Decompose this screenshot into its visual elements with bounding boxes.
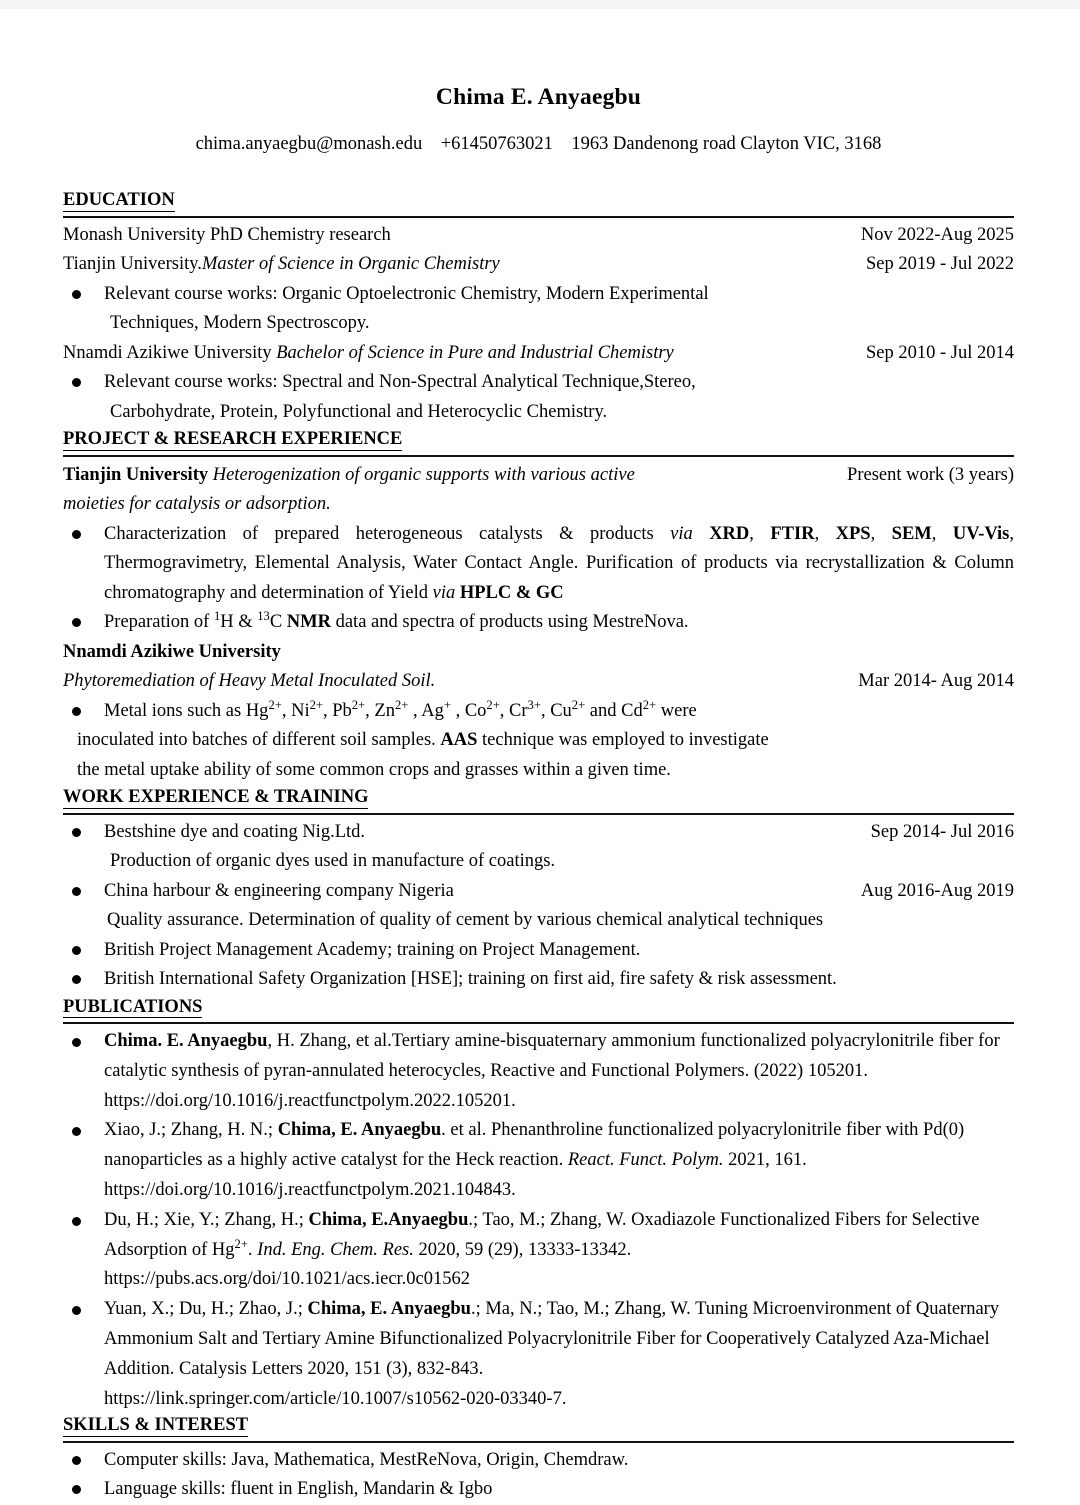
publication-author: Chima. E. Anyaegbu xyxy=(104,1031,268,1051)
project-entry-header xyxy=(63,667,1014,697)
via-italic: via xyxy=(670,523,693,544)
bullet-icon xyxy=(72,1306,81,1315)
list-item xyxy=(63,1027,1014,1116)
list-item-line: Relevant course works: Spectral and Non-Spectral Analytical Technique,Stereo, xyxy=(104,372,696,392)
ion-symbol: Ni xyxy=(291,700,310,721)
technique-hplc-gc: HPLC & GC xyxy=(455,582,564,603)
contact-line: chima.anyaegbu@monash.edu +61450763021 1963 Dandenong road Clayton VIC, 3168 xyxy=(195,134,882,154)
list-item xyxy=(63,1446,1014,1476)
project-dates: Mar 2014- Aug 2014 xyxy=(858,671,1014,691)
section-title-education: EDUCATION xyxy=(63,190,175,210)
publication-pre: Yuan, X.; Du, H.; Zhao, J.; xyxy=(104,1299,308,1320)
ion-charge: 2+ xyxy=(394,697,409,712)
soil-line2-pre: inoculated into batches of different soil samples. xyxy=(77,730,441,750)
ion-symbol: Hg xyxy=(245,700,269,721)
nmr-sup-13c: 13 xyxy=(257,608,270,623)
ion-separator: , xyxy=(540,700,551,721)
sep: , xyxy=(931,523,953,544)
soil-line2-post: technique was employed to investigate xyxy=(477,730,769,750)
education-institution: Nnamdi Azikiwe University xyxy=(63,342,277,363)
ion-symbol: Cu xyxy=(550,700,572,721)
ion-separator: , xyxy=(499,700,510,721)
work-label: Bestshine dye and coating Nig.Ltd. xyxy=(104,821,366,842)
list-item xyxy=(63,877,1014,907)
section-heading-work xyxy=(63,788,1014,811)
bullet-icon xyxy=(72,378,81,387)
list-item xyxy=(63,1206,1014,1295)
via-italic-2: via xyxy=(432,582,456,603)
education-entry-text xyxy=(63,250,518,280)
ion-symbol: Cd xyxy=(621,700,643,721)
publication-author: Chima, E.Anyaegbu xyxy=(308,1209,469,1230)
publication-sup-charge: 2+ xyxy=(234,1236,248,1251)
ion-symbol: Cr xyxy=(509,700,528,721)
list-item-line: Carbohydrate, Protein, Polyfunctional and Heterocyclic Chemistry. xyxy=(110,401,608,422)
ion-separator: , xyxy=(450,700,465,721)
work-label: British Project Management Academy; training on Project Management. xyxy=(104,939,641,960)
list-item xyxy=(63,1116,1014,1205)
education-dates: Sep 2010 - Jul 2014 xyxy=(866,342,1014,363)
education-institution: Tianjin University. xyxy=(63,254,202,274)
section-title-skills: SKILLS & INTEREST xyxy=(63,1415,249,1436)
work-row xyxy=(104,877,1014,907)
work-label: China harbour & engineering company Nigeria xyxy=(104,880,454,901)
nmr-mid2: C xyxy=(269,612,287,632)
bullet-icon xyxy=(72,1127,81,1136)
technique-xps: XPS xyxy=(835,523,871,544)
project-title-continuation xyxy=(63,490,1014,520)
publication-pre: Du, H.; Xie, Y.; Zhang, H.; xyxy=(104,1209,309,1230)
bullet-text-seg2: , Thermogravimetry, Elemental Analysis, Water Contact Angle. Purification of products via recrystallization & Column chromatography and determination of Yield xyxy=(104,523,1014,603)
list-item-line: Relevant course works: Organic Optoelectronic Chemistry, Modern Experimental xyxy=(104,283,709,304)
resume-content xyxy=(63,0,1014,1505)
bullet-icon xyxy=(72,290,81,299)
publication-doi[interactable]: https://doi.org/10.1016/j.reactfunctpolym.2022.105201. xyxy=(104,1090,516,1111)
list-item-line: Techniques, Modern Spectroscopy. xyxy=(110,313,370,333)
list-item xyxy=(63,965,1014,995)
bullet-icon xyxy=(72,1456,81,1465)
technique-xrd: XRD xyxy=(692,523,750,544)
project-title-line2: moieties for catalysis or adsorption. xyxy=(63,494,331,514)
ion-separator: , xyxy=(365,700,375,721)
work-dates: Aug 2016-Aug 2019 xyxy=(860,880,1014,901)
work-detail-text: Production of organic dyes used in manufacture of coatings. xyxy=(110,851,556,871)
section-rule xyxy=(63,1441,1014,1443)
list-item xyxy=(63,368,1014,398)
nmr-mid1: H & xyxy=(220,612,258,632)
sep: , xyxy=(870,523,892,544)
publication-pre: Xiao, J.; Zhang, H. N.; xyxy=(104,1120,278,1141)
ion-charge: 2+ xyxy=(642,697,657,712)
bullet-icon xyxy=(72,887,81,896)
ion-separator: , xyxy=(322,700,333,721)
education-degree: Master of Science in Organic Chemistry xyxy=(201,254,500,274)
soil-line3: the metal uptake ability of some common crops and grasses within a given time. xyxy=(77,759,671,780)
publication-author: Chima, E. Anyaegbu xyxy=(277,1120,442,1141)
nmr-post: data and spectra of products using MestreNova. xyxy=(330,612,689,632)
publication-post: 2020, 59 (29), 13333-13342. xyxy=(413,1239,632,1260)
education-dates: Sep 2019 - Jul 2022 xyxy=(866,254,1014,274)
list-item-continuation xyxy=(63,309,1014,339)
technique-uvvis: UV-Vis xyxy=(952,523,1010,544)
section-education xyxy=(63,191,1014,427)
skill-text: Computer skills: Java, Mathematica, MestReNova, Origin, Chemdraw. xyxy=(104,1449,629,1470)
ion-charge: + xyxy=(443,697,451,712)
work-dates: Sep 2014- Jul 2016 xyxy=(870,821,1014,842)
work-label: British International Safety Organization [HSE]; training on first aid, fire safety & risk assessment. xyxy=(104,969,837,989)
education-dates: Nov 2022-Aug 2025 xyxy=(860,224,1014,245)
ion-charge: 2+ xyxy=(309,697,323,712)
section-work-experience xyxy=(63,788,1014,995)
ion-charge: 3+ xyxy=(527,697,541,712)
list-item xyxy=(63,1295,1014,1414)
project-entry-header xyxy=(63,461,1014,491)
ion-symbol: Pb xyxy=(332,700,352,721)
section-title-work: WORK EXPERIENCE & TRAINING xyxy=(63,787,369,807)
project-institution-nnamdi xyxy=(63,638,1014,668)
ion-symbol: Co xyxy=(464,700,487,721)
list-item xyxy=(63,818,1014,848)
ion-list: Metal ions such as $Hg^{2+}$, $Ni^{2+}$, $Pb^{2+}$, $Zn^{2+}$ , Ag+ , $Co^{2+}$, $Cr^{3+}$, $Cu^{2+}$ and $Cd^{2+}$ were xyxy=(104,697,697,721)
list-item-continuation xyxy=(63,756,1014,786)
project-title: Heterogenization of organic supports with various active xyxy=(208,464,635,485)
section-heading-education xyxy=(63,191,1014,214)
nmr-sup-1h: 1 xyxy=(213,608,221,623)
sep: , xyxy=(749,523,771,544)
publication-mid2: . xyxy=(247,1239,258,1260)
publication-journal: Ind. Eng. Chem. Res. xyxy=(257,1239,414,1260)
bullet-icon xyxy=(72,946,81,955)
project-dates: Present work (3 years) xyxy=(847,464,1014,485)
section-title-project-research: PROJECT & RESEARCH EXPERIENCE xyxy=(63,429,403,449)
section-rule xyxy=(63,455,1014,457)
bullet-icon xyxy=(72,975,81,984)
technique-ftir: FTIR xyxy=(770,523,815,544)
education-entry xyxy=(63,339,1014,369)
technique-sem: SEM xyxy=(891,523,932,544)
sep: , xyxy=(814,523,836,544)
work-row xyxy=(104,818,1014,848)
publication-text: . et al. Phenanthroline functionalized polyacrylonitrile fiber with Pd(0) nanoparticles as a highly active catalyst for the Heck reaction. xyxy=(104,1120,965,1171)
list-item-continuation xyxy=(63,726,1014,756)
section-heading-publications xyxy=(63,998,1014,1021)
education-entry xyxy=(63,250,1014,280)
education-institution: Monash University PhD Chemistry research xyxy=(63,224,391,245)
section-publications xyxy=(63,998,1014,1415)
work-detail xyxy=(63,847,1014,877)
section-project-research xyxy=(63,430,1014,785)
bullet-icon xyxy=(72,618,81,627)
publication-text: .; Tao, M.; Zhang, W. Oxadiazole Functionalized Fibers for Selective Adsorption of Hg xyxy=(104,1209,980,1260)
section-rule xyxy=(63,216,1014,218)
ion-charge: 2+ xyxy=(571,697,586,712)
project-institution: Tianjin University xyxy=(63,464,209,485)
ion-charge: 2+ xyxy=(268,697,282,712)
list-item xyxy=(63,520,1014,609)
bullet-icon xyxy=(72,828,81,837)
list-item xyxy=(63,608,1014,638)
ion-separator: , xyxy=(281,700,292,721)
publication-journal: React. Funct. Polym. xyxy=(567,1150,724,1171)
ion-charge: 2+ xyxy=(351,697,366,712)
work-detail-text: Quality assurance. Determination of quality of cement by various chemical analytical techniques xyxy=(107,910,824,930)
work-detail xyxy=(63,906,1014,936)
ion-separator: and xyxy=(585,700,622,721)
publication-doi[interactable]: https://pubs.acs.org/doi/10.1021/acs.iecr.0c01562 xyxy=(104,1269,471,1290)
project-institution-label: Nnamdi Azikiwe University xyxy=(63,641,281,662)
nmr-pre: Preparation of xyxy=(104,612,214,632)
ion-separator: , xyxy=(408,700,422,721)
publication-author: Chima, E. Anyaegbu xyxy=(307,1299,471,1320)
publication-text: , H. Zhang, et al.Tertiary amine-bisquaternary ammonium functionalized polyacrylonitrile fiber for catalytic synthesis of pyran-annulated heterocycles, Reactive and Functional Polymers. (2022) 105201. xyxy=(104,1031,1000,1081)
list-item xyxy=(63,936,1014,966)
publication-text: .; Ma, N.; Tao, M.; Zhang, W. Tuning Microenvironment of Quaternary Ammonium Salt and Tertiary Amine Bifunctionalized Polyacrylonitrile Fiber for Cooperatively Catalyzed Aza-Michael Addition. Catalysis Letters 2020, 151 (3), 832-843. xyxy=(104,1299,1000,1379)
list-item xyxy=(63,697,1014,727)
section-title-publications: PUBLICATIONS xyxy=(63,996,203,1017)
section-rule xyxy=(63,813,1014,815)
bullet-icon xyxy=(72,707,81,716)
bullet-icon xyxy=(72,1217,81,1226)
bullet-text-seg1: Characterization of prepared heterogeneous catalysts & products xyxy=(104,523,671,544)
list-item xyxy=(63,1475,1014,1505)
bullet-icon xyxy=(72,1485,81,1494)
ion-symbol: Ag xyxy=(421,700,444,721)
project-title-label: Phytoremediation of Heavy Metal Inoculated Soil. xyxy=(63,671,436,691)
section-skills xyxy=(63,1416,1014,1505)
list-item-continuation xyxy=(63,398,1014,428)
technique-aas: AAS xyxy=(440,730,478,750)
page-title: Chima E. Anyaegbu xyxy=(435,84,642,110)
education-degree: Bachelor of Science in Pure and Industrial Chemistry xyxy=(276,342,674,363)
education-entry-text xyxy=(63,339,692,369)
ion-symbol: Zn xyxy=(374,700,395,721)
publication-doi[interactable]: https://link.springer.com/article/10.1007/s10562-020-03340-7. xyxy=(104,1388,567,1409)
publication-doi[interactable]: https://doi.org/10.1016/j.reactfunctpolym.2021.104843. xyxy=(104,1179,516,1200)
education-entry xyxy=(63,221,1014,251)
section-heading-skills xyxy=(63,1416,1014,1439)
project-title-nnamdi xyxy=(63,667,453,697)
publication-post: 2021, 161. xyxy=(723,1150,807,1171)
technique-nmr: NMR xyxy=(286,612,331,632)
skill-text: Language skills: fluent in English, Mandarin & Igbo xyxy=(104,1479,493,1500)
section-heading-project-research xyxy=(63,430,1014,453)
bullet-icon xyxy=(72,530,81,539)
ion-separator: were xyxy=(656,700,697,721)
section-rule xyxy=(63,1022,1014,1024)
ion-charge: 2+ xyxy=(486,697,500,712)
bullet-icon xyxy=(72,1038,81,1047)
project-title-line xyxy=(63,461,653,491)
list-item xyxy=(63,280,1014,310)
